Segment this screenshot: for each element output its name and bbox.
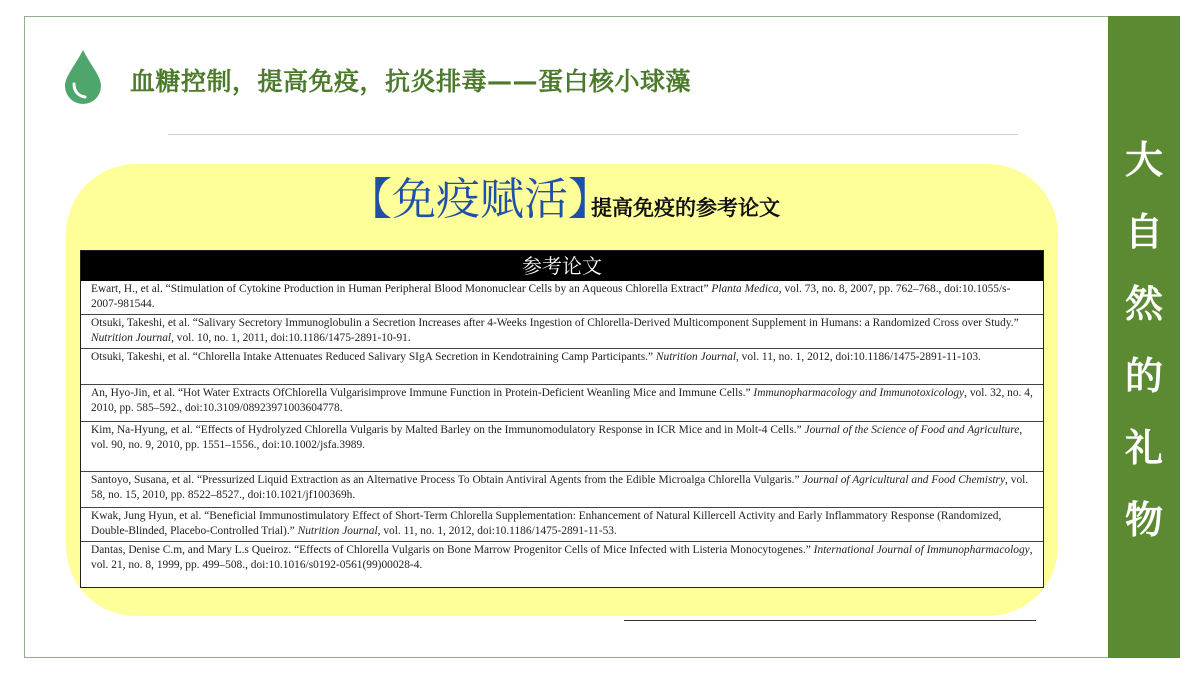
reference-details: , vol. 73, no. 8, 2007, pp. 762–768., doi:10.1055/s-2007-981544. bbox=[91, 283, 1011, 310]
reference-citation: Santoyo, Susana, et al. “Pressurized Liquid Extraction as an Alternative Process To Obtain Antiviral Agents from the Edible Microalga Chlorella Vulgaris.” bbox=[91, 474, 803, 486]
reference-item bbox=[81, 385, 1043, 422]
reference-item bbox=[81, 508, 1043, 542]
water-drop-icon bbox=[63, 48, 103, 104]
sidebar-char: 然 bbox=[1124, 282, 1163, 326]
section-title: 【免疫赋活】 bbox=[348, 174, 612, 225]
reference-citation: Dantas, Denise C.m, and Mary L.s Queiroz. “Effects of Chlorella Vulgaris on Bone Marrow Progenitor Cells of Mice Infected with Listeria Monocytogenes.” bbox=[91, 544, 814, 556]
sidebar-char: 自 bbox=[1124, 210, 1163, 254]
sidebar-char: 的 bbox=[1124, 354, 1163, 398]
sidebar-banner bbox=[1108, 16, 1180, 658]
sidebar-char: 大 bbox=[1124, 138, 1163, 182]
reference-journal: Journal of Agricultural and Food Chemistry bbox=[802, 474, 1006, 486]
reference-details: , vol. 90, no. 9, 2010, pp. 1551–1556., doi:10.1002/jsfa.3989. bbox=[91, 424, 1023, 451]
references-table bbox=[80, 250, 1044, 588]
reference-journal: International Journal of Immunopharmacology bbox=[813, 544, 1030, 556]
reference-journal: Nutrition Journal bbox=[655, 351, 736, 363]
reference-details: , vol. 11, no. 1, 2012, doi:10.1186/1475-2891-11-103. bbox=[735, 351, 981, 363]
reference-citation: Kim, Na-Hyung, et al. “Effects of Hydrolyzed Chlorella Vulgaris by Malted Barley on the Immunomodulatory Response in ICR Mice and in Molt-4 Cells.” bbox=[91, 424, 805, 436]
reference-citation: Otsuki, Takeshi, et al. “Chlorella Intake Attenuates Reduced Salivary SIgA Secretion in Kendotraining Camp Participants.” bbox=[91, 351, 656, 363]
reference-citation: An, Hyo-Jin, et al. “Hot Water Extracts OfChlorella Vulgarisimprove Immune Function in Protein-Deficient Weanling Mice and Immune Cells.” bbox=[91, 387, 754, 399]
reference-journal: Journal of the Science of Food and Agriculture bbox=[804, 424, 1020, 436]
bottom-divider bbox=[624, 620, 1036, 621]
reference-item bbox=[81, 281, 1043, 315]
reference-citation: Ewart, H., et al. “Stimulation of Cytokine Production in Human Peripheral Blood Mononuclear Cells by an Aqueous Chlorella Extract” bbox=[91, 283, 712, 295]
reference-details: , vol. 58, no. 15, 2010, pp. 8522–8527., doi:10.1021/jf100369h. bbox=[91, 474, 1029, 501]
reference-item bbox=[81, 349, 1043, 385]
reference-journal: Immunopharmacology and Immunotoxicology bbox=[753, 387, 965, 399]
reference-item bbox=[81, 472, 1043, 508]
reference-item bbox=[81, 422, 1043, 472]
references-header: 参考论文 bbox=[81, 251, 1043, 281]
sidebar-char: 礼 bbox=[1124, 426, 1163, 470]
sidebar-char: 物 bbox=[1124, 498, 1163, 542]
section-subtitle: 提高免疫的参考论文 bbox=[591, 196, 780, 220]
reference-citation: Otsuki, Takeshi, et al. “Salivary Secretory Immunoglobulin a Secretion Increases after 4-Weeks Ingestion of Chlorella-Derived Multicomponent Supplement in Humans: a Randomized Cross over Study.” bbox=[91, 317, 1019, 329]
reference-journal: Nutrition Journal bbox=[297, 525, 378, 537]
reference-details: , vol. 32, no. 4, 2010, pp. 585–592., doi:10.3109/08923971003604778. bbox=[91, 387, 1033, 414]
reference-details: , vol. 10, no. 1, 2011, doi:10.1186/1475-2891-10-91. bbox=[171, 332, 411, 344]
reference-details: , vol. 21, no. 8, 1999, pp. 499–508., doi:10.1016/s0192-0561(99)00028-4. bbox=[91, 544, 1033, 571]
page-title: 血糖控制，提高免疫，抗炎排毒——蛋白核小球藻 bbox=[130, 67, 692, 96]
reference-journal: Planta Medica bbox=[711, 283, 779, 295]
reference-item bbox=[81, 542, 1043, 578]
reference-item bbox=[81, 315, 1043, 349]
sidebar-slogan bbox=[1108, 124, 1180, 556]
header-divider bbox=[168, 134, 1018, 135]
reference-details: , vol. 11, no. 1, 2012, doi:10.1186/1475-2891-11-53. bbox=[377, 525, 617, 537]
reference-journal: Nutrition Journal bbox=[91, 332, 172, 344]
reference-citation: Kwak, Jung Hyun, et al. “Beneficial Immunostimulatory Effect of Short-Term Chlorella Supplementation: Enhancement of Natural Killercell Activity and Early Inflammatory Response (Randomized, Double-Blinded, Placebo-Controlled Trial).” bbox=[91, 510, 1002, 537]
references-list bbox=[81, 281, 1043, 578]
